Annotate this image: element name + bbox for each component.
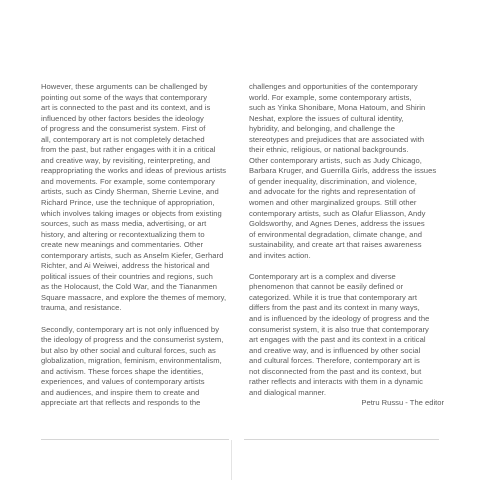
text-line: rather reflects and interacts with them in a dynamic (249, 377, 423, 387)
text-line: and dialogical manner. (249, 387, 327, 397)
text-line: trauma, and resistance. (41, 303, 122, 313)
text-line: influenced by other factors besides the ideology (41, 113, 204, 123)
text-line: world. For example, some contemporary artists, (249, 92, 412, 102)
text-line: reappropriating the works and ideas of previous artists (41, 166, 227, 176)
text-line: women and other marginalized groups. Still other (249, 198, 417, 208)
text-line: political issues of their countries and regions, such (41, 271, 213, 281)
text-line: and activism. These forces shape the identities, (41, 366, 204, 376)
text-line: from the past, but rather engages with it in a critical (41, 145, 216, 155)
text-line: Richter, and Ai Weiwei, address the historical and (41, 261, 210, 271)
text-line: differs from the past and its context in many ways, (249, 303, 420, 313)
text-line: the ideology of progress and the consumerist system, (41, 335, 224, 345)
text-line: categorized. While it is true that contemporary art (249, 292, 417, 302)
text-line: pointing out some of the ways that contemporary (41, 92, 208, 102)
text-line: such as Yinka Shonibare, Mona Hatoum, and Shirin (249, 103, 426, 113)
text-line: Barbara Kruger, and Guerrilla Girls, address the issues (249, 166, 437, 176)
text-line: and audiences, and inspire them to create and (41, 387, 200, 397)
text-line: of progress and the consumerist system. First of (41, 124, 206, 134)
text-line: and advocate for the rights and representation of (249, 187, 416, 197)
text-line: their ethnic, religious, or national backgrounds. (249, 145, 409, 155)
bottom-rule-right (244, 439, 439, 440)
text-line: contemporary artists, such as Olafur Eliasson, Andy (249, 208, 426, 218)
text-line: and creative way, and is influenced by other social (249, 345, 421, 355)
text-line: all, contemporary art is not completely detached (41, 134, 205, 144)
text-line: of gender inequality, discrimination, and violence, (249, 176, 417, 186)
text-line: and creative way, by revisiting, reinterpreting, and (41, 155, 211, 165)
text-line: consumerist system, it is also true that contemporary (249, 324, 429, 334)
right-text-column (249, 82, 444, 409)
text-line: hybridity, and belonging, and challenge the (249, 124, 395, 134)
text-line: sources, such as mass media, advertising, or art (41, 219, 207, 229)
text-line: experiences, and values of contemporary artists (41, 377, 205, 387)
text-line: and is influenced by the ideology of progress and the (249, 314, 430, 324)
paragraph-break (249, 261, 444, 272)
text-line: as the Holocaust, the Cold War, and the Tiananmen (41, 282, 218, 292)
text-line: create new meanings and commentaries. Other (41, 240, 204, 250)
text-line: not disconnected from the past and its context, but (249, 366, 422, 376)
text-line: Square massacre, and explore the themes of memory, (41, 292, 227, 302)
text-line: However, these arguments can be challenged by (41, 82, 208, 91)
text-line: of environmental degradation, climate change, and (249, 229, 422, 239)
text-line: stereotypes and prejudices that are associated with (249, 134, 425, 144)
text-line: appreciate art that reflects and responds to the (41, 398, 201, 408)
text-line: contemporary artists, such as Anselm Kiefer, Gerhard (41, 250, 224, 260)
text-line: artists, such as Cindy Sherman, Sherrie Levine, and (41, 187, 219, 197)
author-signature: Petru Russu - The editor (361, 398, 444, 408)
text-line: challenges and opportunities of the contemporary (249, 82, 418, 91)
text-line: history, and altering or recontextualizing them to (41, 229, 205, 239)
text-line: which involves taking images or objects from existing (41, 208, 222, 218)
text-line: Neshat, explore the issues of cultural identity, (249, 113, 404, 123)
text-line: art is connected to the past and its context, and is (41, 103, 211, 113)
text-line: globalization, migration, feminism, environmentalism, (41, 356, 222, 366)
paragraph-break (41, 314, 236, 325)
text-line: Richard Prince, use the technique of appropriation, (41, 198, 215, 208)
text-line: Other contemporary artists, such as Judy Chicago, (249, 155, 422, 165)
text-line: Secondly, contemporary art is not only influenced by (41, 324, 220, 334)
text-line: and invites action. (249, 250, 311, 260)
left-text-column (41, 82, 236, 409)
bottom-rule-left (41, 439, 229, 440)
text-line: but also by other social and cultural forces, such as (41, 345, 216, 355)
text-line: and movements. For example, some contemporary (41, 176, 216, 186)
text-line: sustainability, and create art that raises awareness (249, 240, 422, 250)
text-line: art engages with the past and its context in a critical (249, 335, 426, 345)
text-line: phenomenon that cannot be easily defined or (249, 282, 404, 292)
text-line: Contemporary art is a complex and diverse (249, 271, 396, 281)
text-line: Goldsworthy, and Agnes Denes, address the issues (249, 219, 425, 229)
text-line: and cultural forces. Therefore, contemporary art is (249, 356, 420, 366)
page-fold-line (231, 440, 232, 480)
